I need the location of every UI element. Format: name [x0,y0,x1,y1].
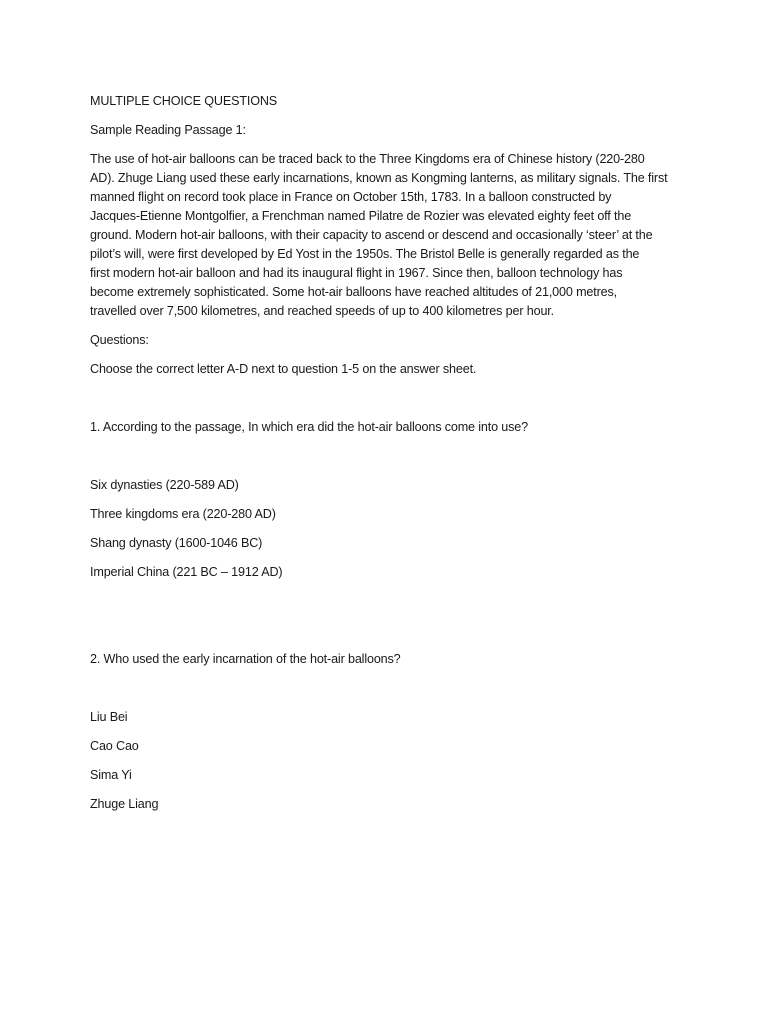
question-1-text: 1. According to the passage, In which era did the hot-air balloons come into use? [90,420,529,434]
passage-line: pilot’s will, were first developed by Ed Yost in the 1950s. The Bristol Belle is generally regarded as the [90,247,640,261]
document-content [90,92,690,814]
passage-line: AD). Zhuge Liang used these early incarnations, known as Kongming lanterns, as military signals. The first [90,171,668,185]
document-heading: MULTIPLE CHOICE QUESTIONS [90,94,278,108]
passage-line: The use of hot-air balloons can be traced back to the Three Kingdoms era of Chinese history (220-280 [90,152,645,166]
answer-option: Cao Cao [90,739,139,753]
passage-line: travelled over 7,500 kilometres, and reached speeds of up to 400 kilometres per hour. [90,304,554,318]
questions-heading: Questions: [90,333,149,347]
passage-line: become extremely sophisticated. Some hot-air balloons have reached altitudes of 21,000 metres, [90,285,618,299]
answer-option: Six dynasties (220-589 AD) [90,478,239,492]
answer-option: Liu Bei [90,710,128,724]
answer-option: Imperial China (221 BC – 1912 AD) [90,565,283,579]
question-2-text: 2. Who used the early incarnation of the hot-air balloons? [90,652,401,666]
passage-line: ground. Modern hot-air balloons, with their capacity to ascend or descend and occasionally ‘steer’ at the [90,228,653,242]
answer-option: Shang dynasty (1600-1046 BC) [90,536,263,550]
instructions-text: Choose the correct letter A-D next to question 1-5 on the answer sheet. [90,362,477,376]
answer-option: Three kingdoms era (220-280 AD) [90,507,276,521]
passage-line: Jacques-Etienne Montgolfier, a Frenchman named Pilatre de Rozier was elevated eighty feet off the [90,209,632,223]
passage-body [90,150,690,321]
passage-line: manned flight on record took place in France on October 15th, 1783. In a balloon constructed by [90,190,612,204]
passage-title: Sample Reading Passage 1: [90,123,246,137]
question-2-options [90,708,690,814]
answer-option: Sima Yi [90,768,132,782]
passage-line: first modern hot-air balloon and had its inaugural flight in 1967. Since then, balloon technology has [90,266,623,280]
question-1-options [90,476,690,582]
answer-option: Zhuge Liang [90,797,159,811]
